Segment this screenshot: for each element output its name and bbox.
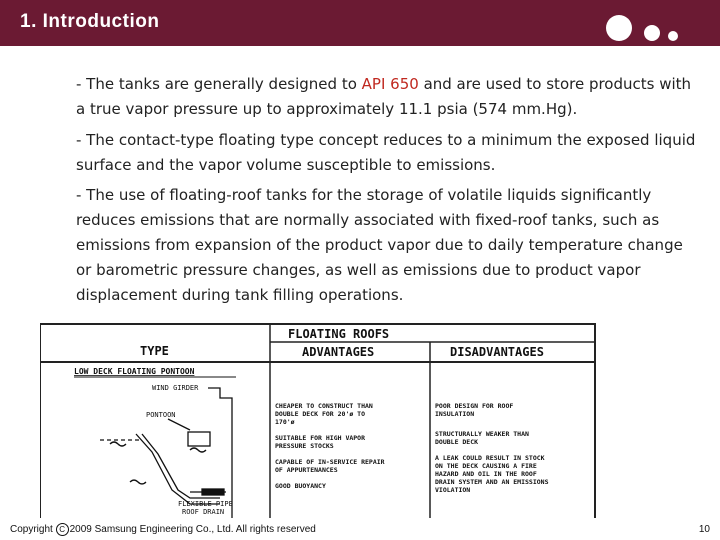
copyright-text: 2009 Samsung Engineering Co., Ltd. All rights reserved <box>69 524 316 536</box>
disadvantage-line-5: ON THE DECK CAUSING A FIRE <box>435 462 537 470</box>
advantage-line-1: DOUBLE DECK FOR 20'ø TO <box>275 410 366 418</box>
col-header-disadvantages: DISADVANTAGES <box>450 345 544 359</box>
col-header-advantages: ADVANTAGES <box>302 345 375 359</box>
row-type-label: LOW DECK FLOATING PONTOON <box>74 367 195 376</box>
p1-text-start: - The tanks are generally designed to <box>76 75 362 93</box>
small-dot-icon <box>668 31 678 41</box>
paragraph-3 <box>76 183 696 308</box>
advantage-line-4: PRESSURE STOCKS <box>275 442 334 450</box>
floating-roofs-table <box>40 322 596 518</box>
header-bar <box>0 0 720 46</box>
advantage-line-7: GOOD BUOYANCY <box>275 482 326 490</box>
p1-text-end: and are used to store products with a true vapor pressure up to approximately 11.1 psia (574 mm.Hg). <box>76 75 692 118</box>
disadvantage-line-3: DOUBLE DECK <box>435 438 479 446</box>
label-pontoon: PONTOON <box>146 411 176 419</box>
paragraph-2 <box>76 128 696 178</box>
advantage-line-2: 170'ø <box>275 418 295 426</box>
disadvantage-line-8: VIOLATION <box>435 486 471 494</box>
advantage-line-0: CHEAPER TO CONSTRUCT THAN <box>275 402 373 410</box>
copyright-symbol-icon: C <box>56 523 69 536</box>
disadvantage-line-4: A LEAK COULD RESULT IN STOCK <box>435 454 545 462</box>
p3-text: - The use of floating-roof tanks for the storage of volatile liquids significantly reduces emissions that are normally associated with fixed-roof tanks, such as emissions from expansion of the product vapor due to daily temperature change or barometric pressure changes, as well as emissions due to product vapor displacement during tank filling operations. <box>76 186 683 304</box>
advantage-line-3: SUITABLE FOR HIGH VAPOR <box>275 434 366 442</box>
page-title: 1. Introduction <box>20 11 160 32</box>
col-header-type: TYPE <box>140 344 169 358</box>
api-650-highlight: API 650 <box>361 75 419 93</box>
disadvantage-line-7: DRAIN SYSTEM AND AN EMISSIONS <box>435 478 549 486</box>
disadvantage-line-1: INSULATION <box>435 410 475 418</box>
disadvantage-line-0: POOR DESIGN FOR ROOF <box>435 402 514 410</box>
label-flexible-pipe: FLEXIBLE PIPE <box>178 500 233 508</box>
p2-text: - The contact-type floating type concept reduces to a minimum the exposed liquid surface and the vapor volume susceptible to emissions. <box>76 131 696 174</box>
copyright-prefix: Copyright <box>10 524 56 536</box>
medium-dot-icon <box>644 25 660 41</box>
disadvantage-line-6: HAZARD AND OIL IN THE ROOF <box>435 470 537 478</box>
floating-roofs-drawing <box>40 322 596 518</box>
advantage-line-6: OF APPURTENANCES <box>275 466 338 474</box>
table-title: FLOATING ROOFS <box>288 327 390 341</box>
paragraph-1 <box>76 72 696 122</box>
page-number: 10 <box>698 524 710 535</box>
disadvantage-line-2: STRUCTURALLY WEAKER THAN <box>435 430 529 438</box>
advantage-line-5: CAPABLE OF IN-SERVICE REPAIR <box>275 458 385 466</box>
large-dot-icon <box>606 15 632 41</box>
label-roof-drain: ROOF DRAIN <box>182 508 225 516</box>
label-wind-girder: WIND GIRDER <box>152 384 199 392</box>
footer-copyright <box>10 523 316 536</box>
